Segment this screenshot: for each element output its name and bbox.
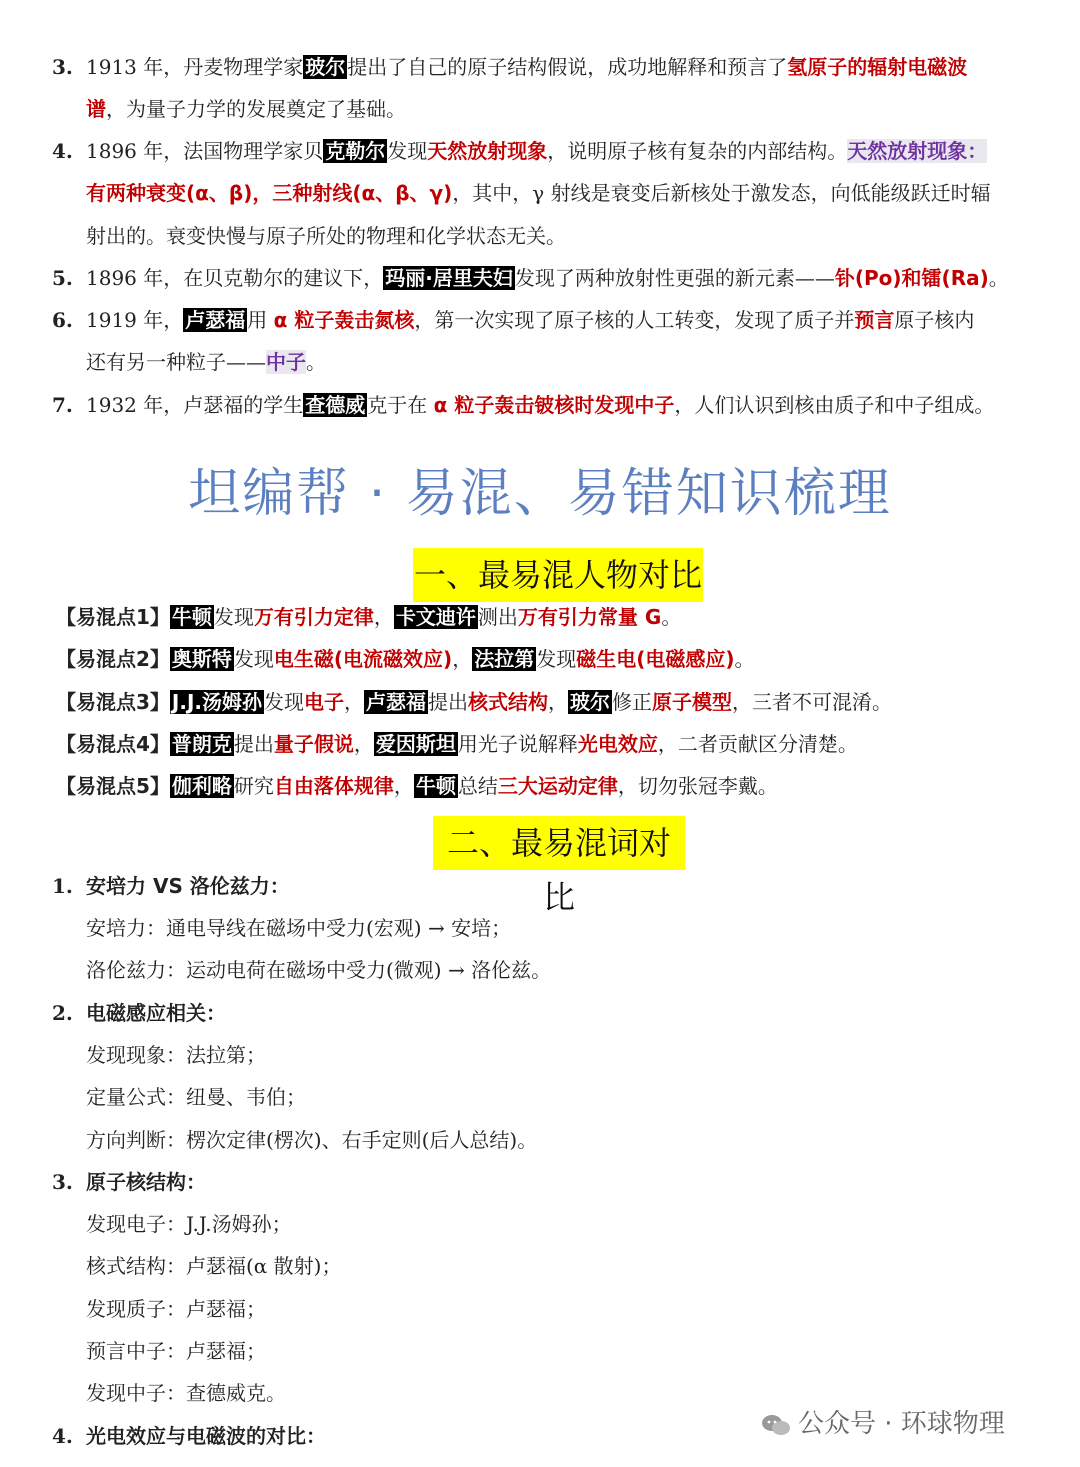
- text-run: ，: [373, 605, 394, 629]
- item-number: 3.: [52, 55, 73, 79]
- highlight-term: 中子: [266, 350, 306, 374]
- word-heading: 原子核结构：: [86, 1170, 206, 1194]
- text-run: 。: [734, 647, 755, 671]
- section2-heading: 二、最易混词对比: [433, 816, 685, 870]
- word-detail-line: 预言中子：卢瑟福；: [86, 1339, 266, 1363]
- person-name: 卢瑟福: [185, 308, 246, 332]
- key-term: 量子假说: [273, 732, 354, 756]
- text-run: 1896 年，在贝克勒尔的建议下，: [86, 266, 384, 290]
- key-term: 钋(Po)和镭(Ra): [834, 266, 989, 290]
- text-run: 发现: [233, 647, 274, 671]
- person-name: 爱因斯坦: [375, 732, 456, 756]
- point-tag: 【易混点5】: [56, 774, 170, 798]
- person-name: 牛顿: [415, 774, 456, 798]
- confusion-point: [56, 771, 778, 801]
- text-run: 总结: [457, 774, 498, 798]
- key-term: 氢原子的辐射电磁波: [787, 55, 968, 79]
- key-term: 原子模型: [652, 690, 732, 714]
- text-run: 发现: [387, 139, 428, 163]
- history-line: [86, 94, 406, 124]
- text-run: 修正: [612, 690, 652, 714]
- person-name: 牛顿: [171, 605, 212, 629]
- history-line: [86, 136, 987, 166]
- word-heading: 安培力 VS 洛伦兹力：: [86, 874, 290, 898]
- word-detail-line: 发现中子：查德威克。: [86, 1381, 286, 1405]
- item-number: 6.: [52, 308, 73, 332]
- key-term: 核式结构: [468, 690, 548, 714]
- text-run: 。: [661, 605, 682, 629]
- word-detail-line: 方向判断：楞次定律(楞次)、右手定则(后人总结)。: [86, 1128, 538, 1152]
- confusion-point: [56, 729, 858, 759]
- highlight-term: 天然放射现象：: [847, 139, 988, 163]
- text-run: ，二者贡献区分清楚。: [657, 732, 858, 756]
- point-tag: 【易混点1】: [56, 605, 170, 629]
- text-run: ，: [548, 690, 568, 714]
- word-detail-line: 发现电子：J.J.汤姆孙；: [86, 1212, 292, 1236]
- key-term: 磁生电(电磁感应): [576, 647, 735, 671]
- person-name: 伽利略: [171, 774, 232, 798]
- history-line: [86, 221, 566, 251]
- word-heading: 电磁感应相关：: [86, 1001, 226, 1025]
- person-name: 普朗克: [171, 732, 232, 756]
- history-line: [86, 178, 991, 208]
- key-term: 万有引力定律: [253, 605, 374, 629]
- word-detail-line: 定量公式：纽曼、韦伯；: [86, 1085, 306, 1109]
- word-detail-line: 发现现象：法拉第；: [86, 1043, 266, 1067]
- word-detail-line: 发现质子：卢瑟福；: [86, 1297, 266, 1321]
- history-line: [86, 52, 967, 82]
- text-run: 。: [988, 266, 1009, 290]
- text-run: 提出: [428, 690, 468, 714]
- person-name: 克勒尔: [325, 139, 386, 163]
- item-number: 1.: [52, 874, 73, 898]
- item-number: 7.: [52, 393, 73, 417]
- word-detail-line: 安培力：通电导线在磁场中受力(宏观) → 安培；: [86, 916, 512, 940]
- text-run: 射出的。衰变快慢与原子所处的物理和化学状态无关。: [86, 224, 566, 248]
- key-term: 光电效应: [577, 732, 658, 756]
- key-term: 三大运动定律: [497, 774, 618, 798]
- text-run: ，切勿张冠李戴。: [617, 774, 778, 798]
- text-run: ，三者不可混淆。: [732, 690, 892, 714]
- person-name: 查德威: [305, 393, 366, 417]
- text-run: 1932 年，卢瑟福的学生: [86, 393, 304, 417]
- confusion-point: [56, 644, 754, 674]
- key-term: 自由落体规律: [273, 774, 394, 798]
- key-term: 万有引力常量 G: [517, 605, 662, 629]
- person-name: 卢瑟福: [366, 690, 426, 714]
- text-run: 发现了两种放射性更强的新元素——: [514, 266, 835, 290]
- item-number: 4.: [52, 139, 73, 163]
- text-run: 提出: [233, 732, 274, 756]
- text-run: 发现: [264, 690, 304, 714]
- confusion-point: [56, 687, 892, 717]
- item-number: 5.: [52, 266, 73, 290]
- point-tag: 【易混点4】: [56, 732, 170, 756]
- text-run: ，第一次实现了原子核的人工转变，发现了质子并: [414, 308, 855, 332]
- text-run: 。: [306, 350, 326, 374]
- text-run: ，人们认识到核由质子和中子组成。: [674, 393, 995, 417]
- point-tag: 【易混点3】: [56, 690, 170, 714]
- key-term: 电子: [304, 690, 344, 714]
- text-run: 1919 年，: [86, 308, 184, 332]
- word-detail-line: 核式结构：卢瑟福(α 散射)；: [86, 1254, 342, 1278]
- watermark: [760, 1404, 1005, 1444]
- history-line: [86, 305, 974, 335]
- text-run: 研究: [233, 774, 274, 798]
- person-name: 玻尔: [305, 55, 346, 79]
- history-line: [86, 390, 994, 420]
- text-run: ，为量子力学的发展奠定了基础。: [106, 97, 406, 121]
- key-term: 天然放射现象: [427, 139, 548, 163]
- text-run: ，其中，γ 射线是衰变后新核处于激发态，向低能级跃迁时辐: [452, 181, 991, 205]
- point-tag: 【易混点2】: [56, 647, 170, 671]
- history-line: [86, 347, 326, 377]
- text-run: 用: [247, 308, 274, 332]
- word-heading: 光电效应与电磁波的对比：: [86, 1424, 326, 1448]
- key-term: 有两种衰变(α、β)，三种射线(α、β、γ): [86, 181, 453, 205]
- text-run: 发现: [213, 605, 254, 629]
- item-number: 4.: [52, 1424, 73, 1448]
- text-run: ，: [393, 774, 414, 798]
- text-run: 1896 年，法国物理学家贝: [86, 139, 324, 163]
- word-detail-line: 洛伦兹力：运动电荷在磁场中受力(微观) → 洛伦兹。: [86, 958, 552, 982]
- wechat-icon: [760, 1413, 792, 1437]
- text-run: ，说明原子核有复杂的内部结构。: [547, 139, 848, 163]
- text-run: ，: [344, 690, 364, 714]
- text-run: 发现: [536, 647, 577, 671]
- text-run: 克于在: [367, 393, 434, 417]
- main-title: 坦编帮 · 易混、易错知识梳理: [188, 464, 892, 524]
- key-term: 电生磁(电流磁效应): [273, 647, 453, 671]
- person-name: 玻尔: [570, 690, 610, 714]
- text-run: ，: [353, 732, 374, 756]
- confusion-point: [56, 602, 681, 632]
- text-run: 提出了自己的原子结构假说，成功地解释和预言了: [347, 55, 788, 79]
- history-line: [86, 263, 1009, 293]
- item-number: 3.: [52, 1170, 73, 1194]
- text-run: 1913 年，丹麦物理学家: [86, 55, 304, 79]
- watermark-text: 公众号 · 环球物理: [798, 1409, 1005, 1439]
- text-run: 还有另一种粒子——: [86, 350, 266, 374]
- key-term: α 粒子轰击氮核: [273, 308, 415, 332]
- key-term: 预言: [854, 308, 895, 332]
- text-run: ，: [452, 647, 473, 671]
- key-term: 谱: [86, 97, 106, 121]
- text-run: 原子核内: [894, 308, 975, 332]
- text-run: 测出: [477, 605, 518, 629]
- person-name: 法拉第: [474, 647, 535, 671]
- text-run: 用光子说解释: [457, 732, 578, 756]
- person-name: J.J.汤姆孙: [171, 690, 262, 714]
- person-name: 玛丽·居里夫妇: [385, 266, 513, 290]
- person-name: 奥斯特: [171, 647, 232, 671]
- item-number: 2.: [52, 1001, 73, 1025]
- key-term: α 粒子轰击铍核时发现中子: [433, 393, 675, 417]
- section1-heading: 一、最易混人物对比: [413, 548, 703, 602]
- person-name: 卡文迪许: [395, 605, 476, 629]
